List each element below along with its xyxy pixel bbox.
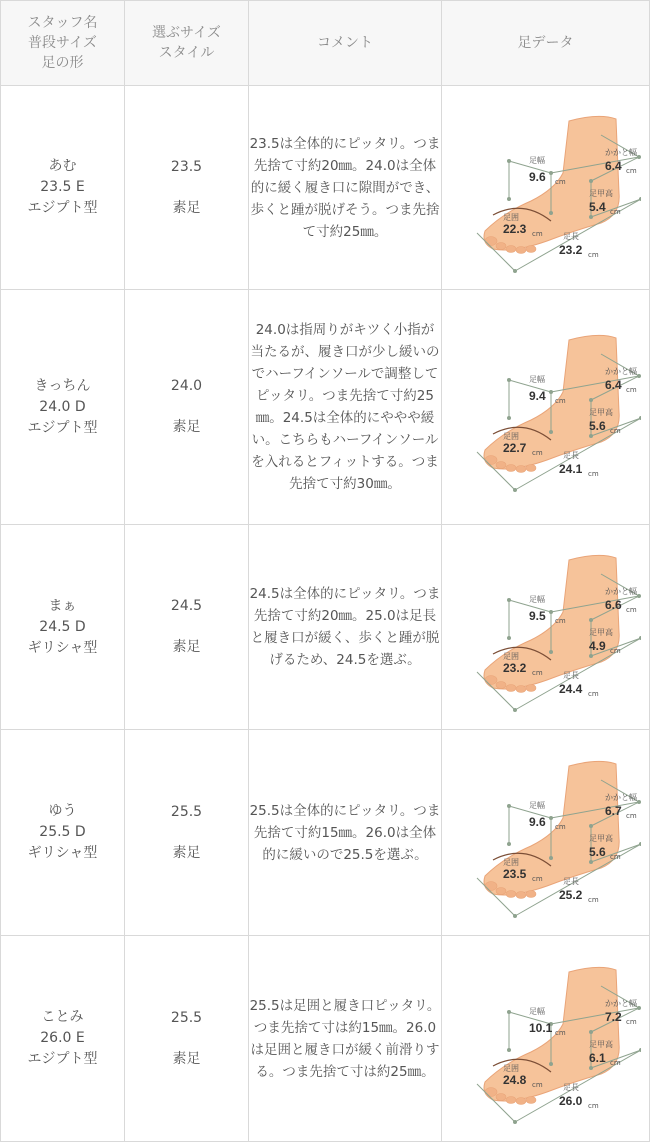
width-label: 足幅 bbox=[528, 375, 545, 384]
measure-point bbox=[507, 1010, 511, 1014]
measure-point bbox=[507, 804, 511, 808]
instep-label: 足甲高 bbox=[588, 188, 613, 198]
heel-label: かかと幅 bbox=[604, 147, 637, 157]
comment-cell bbox=[249, 86, 442, 290]
style-label: 素足 bbox=[172, 199, 201, 216]
width-unit: cm bbox=[554, 397, 566, 405]
length-label: 足長 bbox=[562, 231, 579, 241]
comment-cell bbox=[249, 936, 442, 1142]
heel-value: 6.4 bbox=[604, 158, 622, 173]
instep-label: 足甲高 bbox=[588, 1039, 613, 1049]
girth-unit: cm bbox=[531, 449, 543, 457]
measure-point bbox=[507, 378, 511, 382]
table-row bbox=[1, 86, 650, 290]
toe bbox=[506, 245, 516, 252]
comment-text: 25.5は全体的にピッタリ。つま先捨て寸約15㎜。26.0は全体的に緩いので25.5を選ぶ。 bbox=[249, 802, 441, 863]
heel-label: かかと幅 bbox=[604, 367, 637, 376]
heel-value: 6.7 bbox=[604, 803, 622, 818]
size-cell bbox=[125, 525, 249, 730]
header-comment bbox=[249, 1, 442, 86]
width-label: 足幅 bbox=[528, 800, 545, 810]
length-value: 23.2 bbox=[558, 242, 582, 257]
toe bbox=[506, 685, 516, 692]
table-row bbox=[1, 730, 650, 936]
measure-point bbox=[589, 215, 593, 219]
foot-diagram-svg bbox=[451, 954, 641, 1124]
toe bbox=[496, 887, 506, 894]
width-value: 10.1 bbox=[528, 1020, 552, 1035]
instep-unit: cm bbox=[609, 207, 621, 216]
staff-info: あむ 23.5 E エジプト型 bbox=[27, 158, 98, 216]
width-label: 足幅 bbox=[528, 1006, 545, 1016]
width-label: 足幅 bbox=[528, 155, 545, 165]
toe bbox=[485, 1087, 497, 1096]
style-label: 素足 bbox=[172, 1050, 201, 1067]
instep-unit: cm bbox=[609, 852, 621, 861]
measure-point bbox=[589, 179, 593, 183]
toe bbox=[526, 685, 536, 692]
instep-value: 4.9 bbox=[588, 639, 606, 653]
foot-diagram bbox=[451, 322, 641, 492]
size-cell bbox=[125, 936, 249, 1142]
measure-point bbox=[513, 708, 517, 712]
style-label: 素足 bbox=[172, 844, 201, 861]
length-label: 足長 bbox=[562, 451, 579, 460]
foot-data-cell bbox=[442, 86, 650, 290]
width-unit: cm bbox=[554, 822, 566, 831]
foot-diagram-svg bbox=[451, 322, 641, 492]
chosen-size: 25.5 bbox=[170, 803, 203, 820]
size-cell bbox=[125, 86, 249, 290]
staff-cell bbox=[1, 86, 125, 290]
girth-label: 足囲 bbox=[502, 1063, 519, 1073]
comment-cell bbox=[249, 290, 442, 525]
foot-diagram bbox=[451, 103, 641, 273]
measure-point bbox=[507, 842, 511, 846]
staff-cell bbox=[1, 525, 125, 730]
width-unit: cm bbox=[554, 617, 566, 625]
toe bbox=[485, 236, 497, 245]
toe bbox=[516, 246, 526, 253]
measure-point bbox=[513, 1120, 517, 1124]
measure-point bbox=[637, 374, 641, 378]
toe bbox=[506, 890, 516, 897]
length-label: 足長 bbox=[562, 671, 579, 680]
foot-data-cell bbox=[442, 290, 650, 525]
staff-cell bbox=[1, 290, 125, 525]
length-value: 24.1 bbox=[558, 462, 582, 476]
header-foot-data-label: 足データ bbox=[517, 35, 574, 51]
measure-point bbox=[637, 800, 641, 804]
measure-point bbox=[589, 824, 593, 828]
girth-unit: cm bbox=[531, 874, 543, 883]
measure-point bbox=[513, 914, 517, 918]
measure-point bbox=[589, 618, 593, 622]
staff-info: ゆう 25.5 D ギリシャ型 bbox=[27, 803, 98, 861]
foot-diagram-svg bbox=[451, 748, 641, 918]
length-label: 足長 bbox=[562, 876, 579, 886]
length-unit: cm bbox=[587, 690, 599, 698]
table-row bbox=[1, 290, 650, 525]
toe bbox=[516, 1097, 526, 1104]
measure-point bbox=[549, 816, 553, 820]
measure-point bbox=[549, 171, 553, 175]
measure-point bbox=[549, 610, 553, 614]
staff-info: きっちん 24.0 D エジプト型 bbox=[27, 377, 98, 436]
length-value: 25.2 bbox=[558, 887, 582, 902]
style-label: 素足 bbox=[172, 419, 201, 435]
instep-label: 足甲高 bbox=[588, 833, 613, 843]
toe bbox=[516, 466, 526, 473]
toe bbox=[496, 682, 506, 689]
measure-point bbox=[507, 1048, 511, 1052]
girth-value: 22.3 bbox=[502, 221, 526, 236]
heel-label: かかと幅 bbox=[604, 587, 637, 596]
measure-point bbox=[549, 650, 553, 654]
size-cell bbox=[125, 290, 249, 525]
instep-value: 6.1 bbox=[588, 1050, 606, 1065]
measure-point bbox=[589, 434, 593, 438]
length-label: 足長 bbox=[562, 1082, 579, 1092]
width-unit: cm bbox=[554, 177, 566, 186]
instep-unit: cm bbox=[609, 647, 621, 655]
staff-info: ことみ 26.0 E エジプト型 bbox=[27, 1009, 98, 1067]
measure-point bbox=[507, 636, 511, 640]
measure-point bbox=[637, 594, 641, 598]
heel-unit: cm bbox=[625, 166, 637, 175]
width-unit: cm bbox=[554, 1028, 566, 1037]
header-comment-label: コメント bbox=[317, 35, 373, 51]
measure-point bbox=[637, 155, 641, 159]
comment-text: 24.0は指周りがキツく小指が当たるが、履き口が少し緩いのでハーフインソールで調整してピッタリ。つま先捨て寸約25㎜。24.5は全体的にややや緩い。こちらもハーフインソールを入れるとフィットする。つま先捨て寸約30㎜。 bbox=[250, 322, 440, 492]
comment-text: 23.5は全体的にピッタリ。つま先捨て寸約20㎜。24.0は全体的に緩く履き口に隙間ができ、歩くと踵が脱げそう。つま先捨て寸約25㎜。 bbox=[249, 135, 441, 240]
toe bbox=[496, 1093, 506, 1100]
header-size bbox=[125, 1, 249, 86]
girth-value: 24.8 bbox=[502, 1072, 526, 1087]
toe bbox=[526, 245, 536, 252]
width-value: 9.4 bbox=[528, 389, 546, 403]
table-row bbox=[1, 936, 650, 1142]
instep-unit: cm bbox=[609, 1058, 621, 1067]
width-label: 足幅 bbox=[528, 595, 545, 604]
instep-value: 5.6 bbox=[588, 419, 606, 433]
header-staff-label: スタッフ名 普段サイズ 足の形 bbox=[27, 15, 98, 71]
chosen-size: 23.5 bbox=[170, 158, 203, 175]
comment-cell bbox=[249, 525, 442, 730]
measure-point bbox=[589, 1030, 593, 1034]
heel-label: かかと幅 bbox=[604, 792, 637, 802]
toe bbox=[485, 881, 497, 890]
girth-unit: cm bbox=[531, 1080, 543, 1089]
length-value: 24.4 bbox=[558, 682, 582, 696]
width-value: 9.6 bbox=[528, 814, 546, 829]
girth-value: 22.7 bbox=[502, 441, 526, 455]
foot-diagram bbox=[451, 542, 641, 712]
instep-value: 5.6 bbox=[588, 844, 606, 859]
measure-point bbox=[507, 598, 511, 602]
width-value: 9.5 bbox=[528, 609, 546, 623]
length-unit: cm bbox=[587, 895, 599, 904]
foot-data-cell bbox=[442, 730, 650, 936]
toe bbox=[506, 465, 516, 472]
measure-point bbox=[549, 856, 553, 860]
comment-text: 25.5は足囲と履き口ピッタリ。つま先捨て寸は約15㎜。26.0は足囲と履き口が緩く前滑りする。つま先捨て寸は約25㎜。 bbox=[249, 997, 441, 1080]
toe bbox=[526, 465, 536, 472]
measure-point bbox=[513, 488, 517, 492]
instep-label: 足甲高 bbox=[588, 628, 613, 637]
width-value: 9.6 bbox=[528, 169, 546, 184]
measure-point bbox=[549, 211, 553, 215]
measure-point bbox=[589, 1066, 593, 1070]
heel-value: 6.4 bbox=[604, 378, 622, 392]
length-unit: cm bbox=[587, 470, 599, 478]
girth-value: 23.5 bbox=[502, 866, 526, 881]
foot-diagram bbox=[451, 954, 641, 1124]
length-unit: cm bbox=[587, 250, 599, 259]
measure-point bbox=[637, 1006, 641, 1010]
measure-point bbox=[513, 269, 517, 273]
chosen-size: 24.5 bbox=[170, 598, 203, 614]
style-label: 素足 bbox=[172, 639, 201, 655]
toe bbox=[526, 890, 536, 897]
staff-cell bbox=[1, 936, 125, 1142]
measure-point bbox=[507, 159, 511, 163]
toe bbox=[506, 1096, 516, 1103]
foot-diagram-svg bbox=[451, 103, 641, 273]
instep-unit: cm bbox=[609, 427, 621, 435]
heel-unit: cm bbox=[625, 386, 637, 394]
girth-unit: cm bbox=[531, 669, 543, 677]
foot-diagram-svg bbox=[451, 542, 641, 712]
heel-unit: cm bbox=[625, 1017, 637, 1026]
length-value: 26.0 bbox=[558, 1093, 582, 1108]
heel-value: 7.2 bbox=[604, 1009, 622, 1024]
measure-point bbox=[507, 197, 511, 201]
length-unit: cm bbox=[587, 1101, 599, 1110]
header-foot-data bbox=[442, 1, 650, 86]
comment-text: 24.5は全体的にピッタリ。つま先捨て寸約20㎜。25.0は足長と履き口が緩く、歩くと踵が脱げるため、24.5を選ぶ。 bbox=[249, 586, 441, 668]
table-row bbox=[1, 525, 650, 730]
measure-point bbox=[589, 654, 593, 658]
chosen-size: 24.0 bbox=[170, 378, 203, 394]
toe bbox=[485, 456, 497, 465]
toe bbox=[516, 686, 526, 693]
foot-data-cell bbox=[442, 525, 650, 730]
table-header-row bbox=[1, 1, 650, 86]
measure-point bbox=[589, 860, 593, 864]
girth-label: 足囲 bbox=[502, 212, 519, 222]
chosen-size: 25.5 bbox=[170, 1009, 203, 1026]
heel-unit: cm bbox=[625, 811, 637, 820]
measure-point bbox=[549, 1062, 553, 1066]
header-staff bbox=[1, 1, 125, 86]
comment-cell bbox=[249, 730, 442, 936]
heel-value: 6.6 bbox=[604, 598, 622, 612]
girth-value: 23.2 bbox=[502, 661, 526, 675]
heel-unit: cm bbox=[625, 606, 637, 614]
toe bbox=[496, 242, 506, 249]
foot-diagram bbox=[451, 748, 641, 918]
size-cell bbox=[125, 730, 249, 936]
staff-info: まぁ 24.5 D ギリシャ型 bbox=[27, 597, 98, 656]
girth-label: 足囲 bbox=[502, 652, 519, 661]
foot-data-cell bbox=[442, 936, 650, 1142]
heel-label: かかと幅 bbox=[604, 998, 637, 1008]
staff-cell bbox=[1, 730, 125, 936]
measure-point bbox=[589, 398, 593, 402]
girth-unit: cm bbox=[531, 229, 543, 238]
measure-point bbox=[549, 390, 553, 394]
instep-value: 5.4 bbox=[588, 199, 606, 214]
toe bbox=[485, 676, 497, 685]
measure-point bbox=[507, 416, 511, 420]
girth-label: 足囲 bbox=[502, 857, 519, 867]
instep-label: 足甲高 bbox=[588, 408, 613, 417]
girth-label: 足囲 bbox=[502, 432, 519, 441]
toe bbox=[516, 891, 526, 898]
header-size-label: 選ぶサイズ スタイル bbox=[152, 25, 221, 61]
toe bbox=[526, 1096, 536, 1103]
measure-point bbox=[549, 430, 553, 434]
toe bbox=[496, 462, 506, 469]
